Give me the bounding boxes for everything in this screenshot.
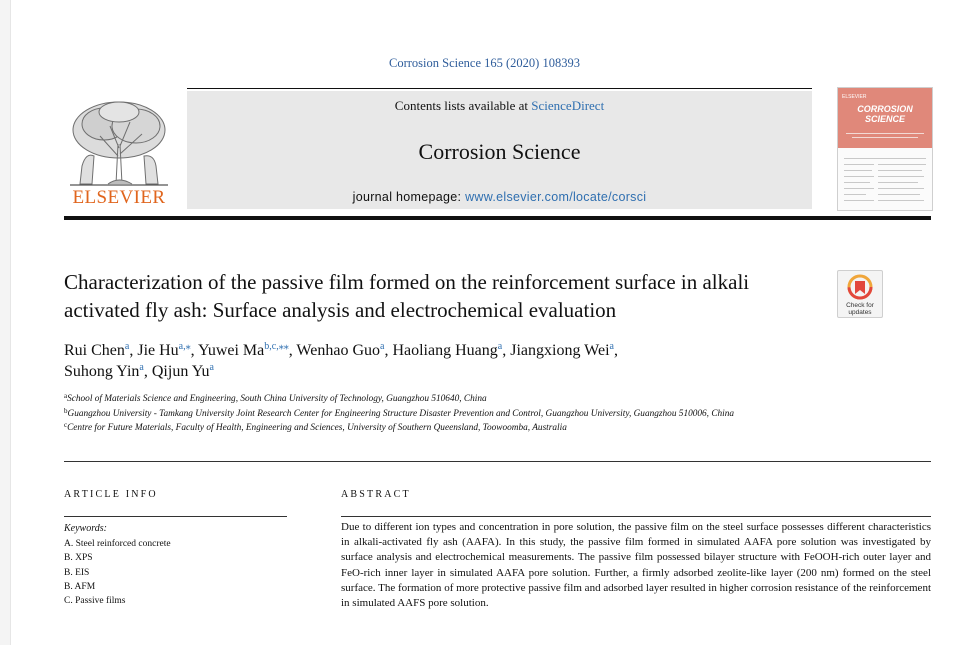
keyword-item: B. AFM	[64, 581, 96, 592]
article-title: Characterization of the passive film formed on the reinforcement surface in alkali activated fly ash: Surface analysis and electrochemical evaluation	[64, 270, 750, 322]
author[interactable]: Yuwei $Ma^{b,c,⁎⁎}$,	[198, 341, 297, 359]
homepage-prefix: journal homepage:	[352, 190, 466, 204]
keywords-label: Keywords:	[64, 523, 107, 534]
cover-title-line2: SCIENCE	[864, 114, 905, 124]
header-thick-rule	[64, 216, 931, 220]
author[interactable]: Rui Chen$^a$,	[64, 341, 138, 359]
affiliations	[64, 392, 844, 436]
elsevier-wordmark[interactable]: ELSEVIER	[72, 187, 166, 208]
journal-citation[interactable]: Corrosion Science 165 (2020) 108393	[389, 56, 580, 70]
journal-homepage	[187, 190, 812, 204]
author[interactable]: Haoliang Huang$^a$,	[392, 341, 511, 359]
author[interactable]: Jiangxiong Wei$^a$,	[510, 341, 618, 359]
sciencedirect-link[interactable]: ScienceDirect	[531, 98, 605, 113]
check-updates-line2: updates	[848, 309, 872, 316]
article-info-heading: ARTICLE INFO	[64, 489, 158, 500]
keywords-list	[64, 537, 171, 608]
homepage-link[interactable]: www.elsevier.com/locate/corsci	[465, 190, 647, 204]
contents-prefix: Contents lists available at	[394, 98, 532, 113]
abstract-rule	[341, 516, 931, 517]
journal-title: Corrosion Science	[418, 139, 581, 164]
affiliation: $^c$Centre for Future Materials, Faculty of Health, Engineering and Sciences, University of Southern Queensland, Toowoomba, Australia	[64, 421, 567, 433]
affiliation: $^a$School of Materials Science and Engineering, South China University of Technology, Guangzhou 510640, China	[64, 392, 487, 404]
check-for-updates-button[interactable]	[837, 270, 883, 318]
cover-title-band	[838, 88, 932, 148]
keyword-item: B. EIS	[64, 567, 90, 578]
author[interactable]: Jie $Hu^{a,⁎}$,	[137, 341, 199, 359]
journal-cover-thumbnail[interactable]	[837, 87, 933, 211]
keyword-item: A. Steel reinforced concrete	[64, 539, 171, 549]
cover-publisher-mark: ELSEVIER	[842, 94, 867, 100]
contents-available	[187, 98, 812, 114]
check-for-updates-label	[838, 302, 882, 316]
abstract-heading: ABSTRACT	[341, 489, 411, 500]
header-top-rule	[187, 88, 812, 89]
author-list	[64, 340, 864, 382]
author[interactable]: Suhong Yin$^a$,	[64, 362, 152, 380]
author[interactable]: Qijun Yu$^a$	[151, 362, 214, 380]
affiliation: $^b$Guangzhou University - Tamkang University Joint Research Center for Engineering Structure Disaster Prevention and Control, Guangzhou University, Guangzhou 510006, China	[64, 406, 735, 419]
journal-masthead	[187, 91, 812, 209]
keyword-item: C. Passive films	[64, 596, 126, 607]
viewer-left-edge	[0, 0, 11, 645]
section-divider	[64, 461, 931, 462]
bookmark-icon	[838, 272, 882, 302]
cover-title-line1: CORROSION	[857, 104, 913, 114]
article-info-rule	[64, 516, 287, 517]
author[interactable]: Wenhao Guo$^a$,	[296, 341, 393, 359]
keyword-item: B. XPS	[64, 553, 93, 564]
abstract-text: Due to different ion types and concentration in pore solution, the passive film on the steel surface possesses different characteristics in alkali-activated fly ash (AAFA). In this study, the passive film formed in simulated AAFA pore solution was investigated by surface analysis and electrochemical measurements. The passive film possessed bilayer structure with FeOOH-rich outer layer and FeO-rich inner layer in simulated AAFA pore solution. Further, a firmly adsorbed zeolite-like layer (200 nm) formed on the steel surface. The formation of more protective passive film and adsorbed layer resulted in higher corrosion resistance of the reinforcement in simulated AAFS pore solution.	[341, 521, 931, 610]
check-updates-line1: Check for	[846, 302, 874, 309]
